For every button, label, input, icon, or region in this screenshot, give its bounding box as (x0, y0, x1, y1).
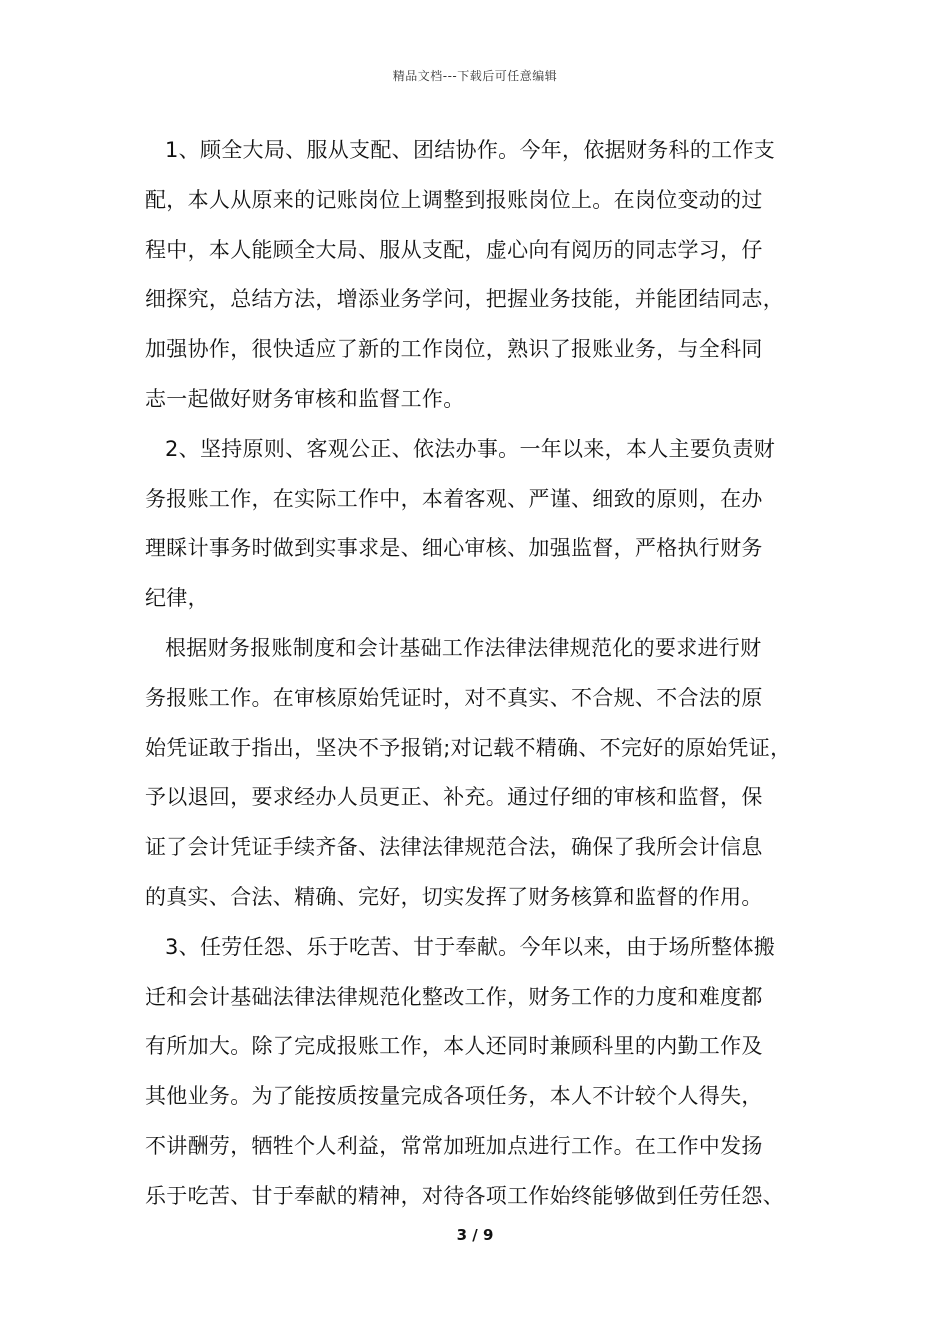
text-line: 加强协作，很快适应了新的工作岗位，熟识了报账业务，与全科同 (145, 337, 763, 362)
text-line: 不讲酬劳，牺牲个人利益，常常加班加点进行工作。在工作中发扬 (145, 1133, 763, 1158)
text-line: 3、任劳任怨、乐于吃苦、甘于奉献。今年以来，由于场所整体搬 (165, 934, 776, 959)
text-line: 务报账工作。在审核原始凭证时，对不真实、不合规、不合法的原 (145, 685, 763, 710)
text-line: 有所加大。除了完成报账工作，本人还同时兼顾科里的内勤工作及 (145, 1034, 763, 1059)
text-line: 2、坚持原则、客观公正、依法办事。一年以来，本人主要负责财 (165, 436, 776, 461)
text-line: 配，本人从原来的记账岗位上调整到报账岗位上。在岗位变动的过 (145, 187, 763, 212)
text-line: 纪律， (145, 586, 209, 611)
text-line: 1、顾全大局、服从支配、团结协作。今年，依据财务科的工作支 (165, 138, 776, 162)
text-line: 程中，本人能顾全大局、服从支配，虚心向有阅历的同志学习，仔 (145, 237, 763, 262)
text-line: 其他业务。为了能按质按量完成各项任务，本人不计较个人得失， (145, 1084, 763, 1109)
text-line: 细探究，总结方法，增添业务学问，把握业务技能，并能团结同志， (145, 287, 784, 312)
body-text (145, 126, 825, 1222)
text-line: 志一起做好财务审核和监督工作。 (145, 386, 465, 411)
text-line: 根据财务报账制度和会计基础工作法律法律规范化的要求进行财 (165, 635, 762, 660)
page-header: 精品文档---下载后可任意编辑 (392, 69, 558, 83)
text-line: 务报账工作，在实际工作中，本着客观、严谨、细致的原则，在办 (145, 486, 763, 511)
text-line: 证了会计凭证手续齐备、法律法律规范合法，确保了我所会计信息 (145, 835, 763, 860)
text-line: 予以退回，要求经办人员更正、补充。通过仔细的审核和监督，保 (145, 785, 763, 810)
text-line: 乐于吃苦、甘于奉献的精神，对待各项工作始终能够做到任劳任怨、 (145, 1183, 784, 1208)
text-line: 迁和会计基础法律法律规范化整改工作，财务工作的力度和难度都 (145, 984, 763, 1009)
text-line: 理睬计事务时做到实事求是、细心审核、加强监督，严格执行财务 (145, 536, 763, 561)
text-line: 的真实、合法、精确、完好，切实发挥了财务核算和监督的作用。 (145, 884, 763, 909)
text-line: 始凭证敢于指出，坚决不予报销;对记载不精确、不完好的原始凭证， (145, 735, 792, 760)
page-number: 3 / 9 (456, 1226, 494, 1244)
